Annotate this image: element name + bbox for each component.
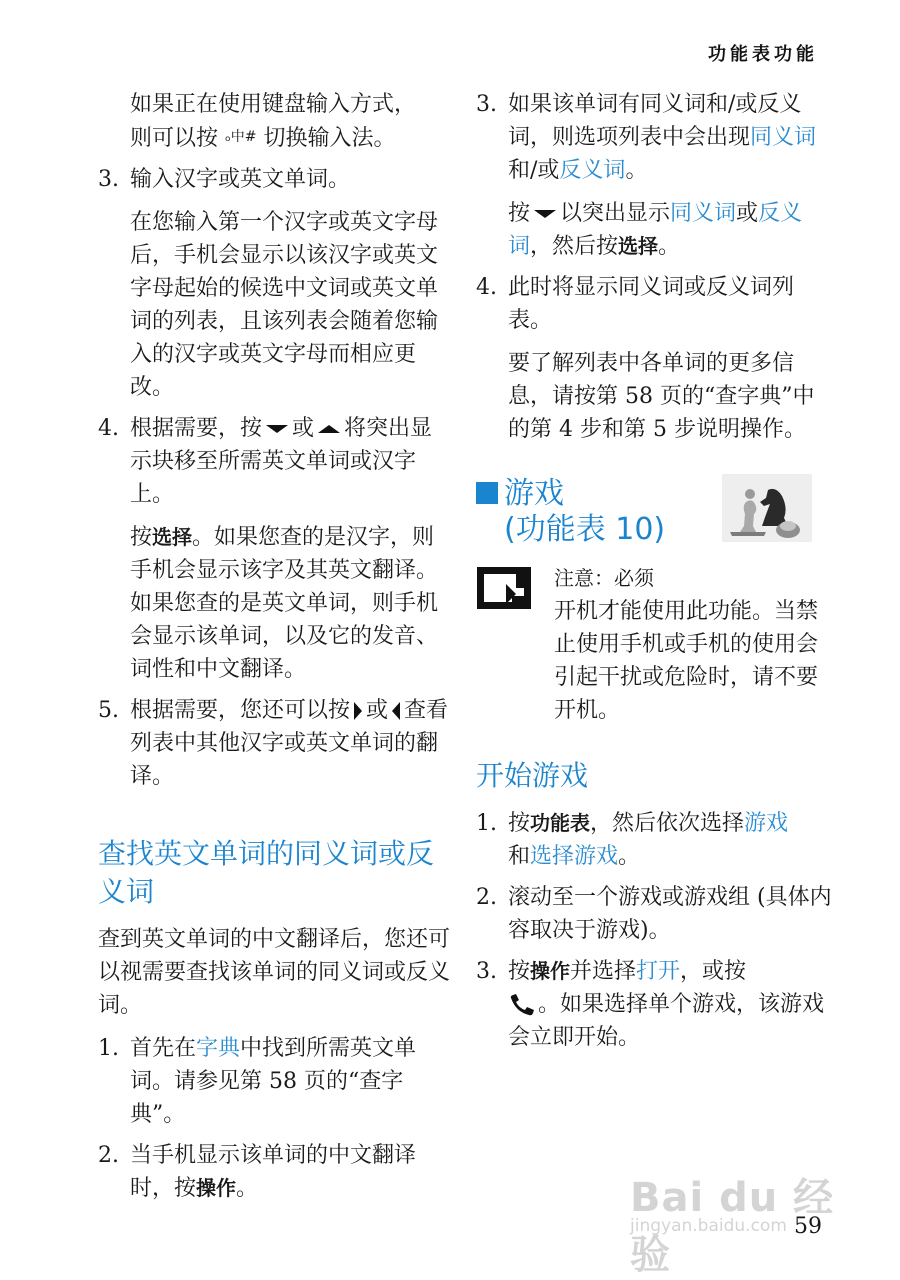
scroll-right-icon <box>354 702 362 720</box>
games-heading <box>476 476 832 546</box>
scroll-left-icon <box>392 702 400 720</box>
link-open[interactable]: 打开 <box>636 959 681 984</box>
synonym-step-1: 1. 首先在字典中找到所需英文单词。请参见第 58 页的“查字典”。 <box>98 1036 417 1127</box>
right-column <box>476 88 832 1062</box>
page-number: 59 <box>794 1214 822 1239</box>
game-step-1: 1. 按功能表，然后依次选择游戏 和选择游戏。 <box>476 811 789 869</box>
heading-square-icon <box>476 482 498 504</box>
game-step-2: 2. 滚动至一个游戏或游戏组 (具体内容取决于游戏)。 <box>476 885 832 943</box>
link-antonym[interactable]: 反义词 <box>559 158 626 183</box>
note-icon <box>476 566 532 610</box>
step-4-detail: 按选择。如果您查的是汉字，则手机会显示该字及其英文翻译。如果您查的是英文单词，则手机会显示该单词，以及它的发音、词性和中文翻译。 <box>130 525 439 682</box>
step-3-detail: 在您输入第一个汉字或英文字母后，手机会显示以该汉字或英文字母起始的候选中文词或英文单词的列表，且该列表会随着您输入的汉字或英文字母而相应更改。 <box>130 210 439 400</box>
section-title-start-game: 开始游戏 <box>476 759 589 792</box>
link-games[interactable]: 游戏 <box>744 811 789 836</box>
synonym-step-2: 2. 当手机显示该单词的中文翻译时，按操作。 <box>98 1143 417 1201</box>
call-key-icon <box>508 994 536 1016</box>
link-select-game[interactable]: 选择游戏 <box>530 844 619 869</box>
right-step-3-detail: 按 以突出显示同义词或反义词，然后按选择。 <box>508 201 803 259</box>
intro-paragraph: 如果正在使用键盘输入方式， 则可以按 ₒ中# 切换输入法。 <box>130 92 417 151</box>
scroll-down-icon <box>534 210 556 218</box>
games-title: 游戏 <box>504 476 564 511</box>
chess-pieces-icon <box>722 474 812 542</box>
section-intro: 查到英文单词的中文翻译后，您还可以视需要查找该单词的同义词或反义词。 <box>98 927 451 1018</box>
step-5: 5. 根据需要，您还可以按 或 查看列表中其他汉字或英文单词的翻译。 <box>98 698 449 789</box>
step-3: 3. 输入汉字或英文单词。 在您输入第一个汉字或英文字母后，手机会显示以该汉字或英文字母起始的候选中文词或英文单词的列表，且该列表会随着您输入的汉字或英文字母而相应更改。 <box>98 163 450 404</box>
link-antonym[interactable]: 反义词 <box>508 201 803 259</box>
right-step-4-detail: 要了解列表中各单词的更多信息，请按第 58 页的“查字典”中的第 4 步和第 5 步说明操作。 <box>508 351 815 442</box>
note-block <box>476 562 832 727</box>
link-synonym[interactable]: 同义词 <box>750 125 817 150</box>
link-dictionary[interactable]: 字典 <box>196 1036 241 1061</box>
baidu-jingyan-watermark: Bai du 经验 jingyan.baidu.com <box>630 1175 835 1278</box>
games-menu-number: (功能表 10) <box>504 512 666 547</box>
input-method-key-icon: ₒ中# <box>225 129 257 145</box>
note-text: 开机才能使用此功能。当禁止使用手机或手机的使用会引起干扰或危险时，请不要开机。 <box>554 599 819 723</box>
scroll-down-icon <box>266 425 288 433</box>
right-step-4: 4. 此时将显示同义词或反义词列表。 要了解列表中各单词的更多信息，请按第 58 页的“查字典”中的第 4 步和第 5 步说明操作。 <box>476 271 832 446</box>
running-header: 功能表功能 <box>708 44 818 65</box>
left-column <box>98 88 450 1213</box>
step-4: 4. 根据需要，按 或 将突出显示块移至所需英文单词或汉字上。 按选择。如果您查的是汉字，则手机会显示该字及其英文翻译。如果您查的是英文单词，则手机会显示该单词，以及它的发音、词性和中文翻译。 <box>98 412 450 686</box>
link-synonym[interactable]: 同义词 <box>670 201 737 226</box>
section-title-synonyms: 查找英文单词的同义词或反义词 <box>98 837 435 908</box>
game-step-3: 3. 按操作并选择打开，或按 。如果选择单个游戏，该游戏会立即开始。 <box>476 959 825 1050</box>
scroll-up-icon <box>318 425 340 433</box>
note-label: 注意：必须 <box>554 566 654 590</box>
right-step-3: 3. 如果该单词有同义词和/或反义词，则选项列表中会出现同义词和/或反义词。 按 以突出显示同义词或反义词，然后按选择。 <box>476 88 832 263</box>
